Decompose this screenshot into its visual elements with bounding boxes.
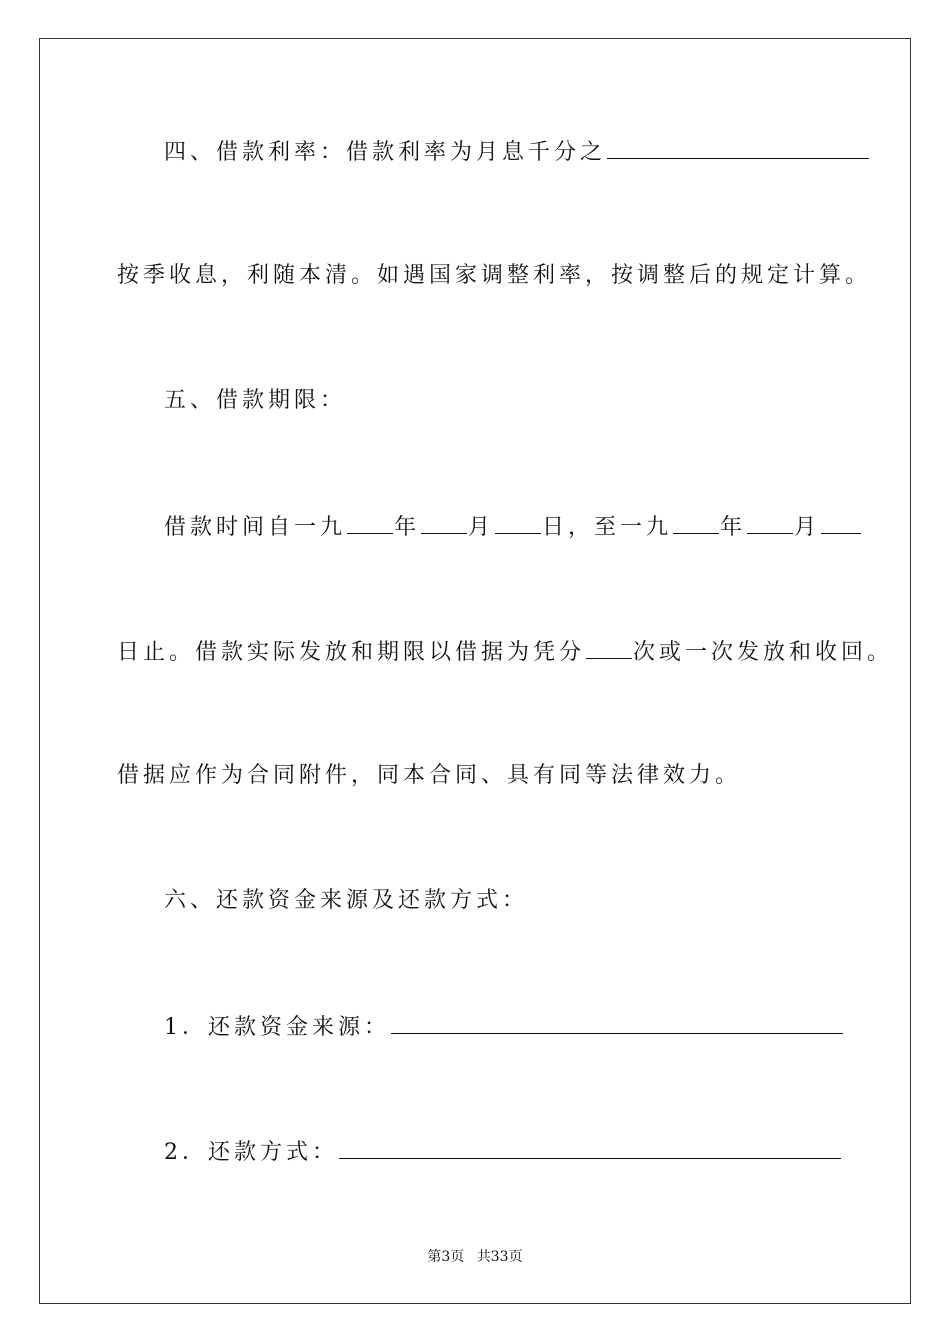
end-day-blank <box>821 511 861 534</box>
clause-5-disbursement <box>117 636 893 668</box>
period-text-f: 月 <box>794 515 821 540</box>
total-pages: 共33页 <box>476 1249 523 1265</box>
end-year-blank <box>673 511 719 534</box>
clause-4-text: 四、借款利率：借款利率为月息千分之 <box>164 140 607 165</box>
installments-blank <box>586 636 632 659</box>
clause-5-receipt: 借据应作为合同附件，同本合同、具有同等法律效力。 <box>117 763 742 788</box>
clause-4-continuation: 按季收息，利随本清。如遇国家调整利率，按调整后的规定计算。 <box>117 263 872 288</box>
period-text-a: 借款时间自一九 <box>164 515 347 540</box>
clause-5-period <box>164 511 862 543</box>
repayment-source-blank <box>391 1011 843 1034</box>
rate-blank <box>607 136 869 159</box>
page-footer <box>0 1246 950 1266</box>
clause-6-heading: 六、还款资金来源及还款方式： <box>164 888 529 913</box>
page-number: 第3页 <box>427 1249 465 1265</box>
clause-4-rate <box>164 136 870 168</box>
disbursement-text-a: 日止。借款实际发放和期限以借据为凭分 <box>117 640 586 665</box>
repayment-method-blank <box>339 1136 841 1159</box>
start-day-blank <box>495 511 541 534</box>
period-text-b: 年 <box>394 515 421 540</box>
disbursement-text-b: 次或一次发放和收回。 <box>633 640 894 665</box>
end-month-blank <box>747 511 793 534</box>
start-year-blank <box>347 511 393 534</box>
start-month-blank <box>421 511 467 534</box>
repayment-source-label: 1．还款资金来源： <box>164 1015 390 1040</box>
clause-6-item-1 <box>164 1011 844 1043</box>
page-frame <box>39 38 911 1304</box>
period-text-e: 年 <box>720 515 747 540</box>
period-text-c: 月 <box>468 515 495 540</box>
clause-5-heading: 五、借款期限： <box>164 388 347 413</box>
period-text-d: 日，至一九 <box>542 515 673 540</box>
clause-6-item-2 <box>164 1136 842 1168</box>
repayment-method-label: 2．还款方式： <box>164 1140 338 1165</box>
